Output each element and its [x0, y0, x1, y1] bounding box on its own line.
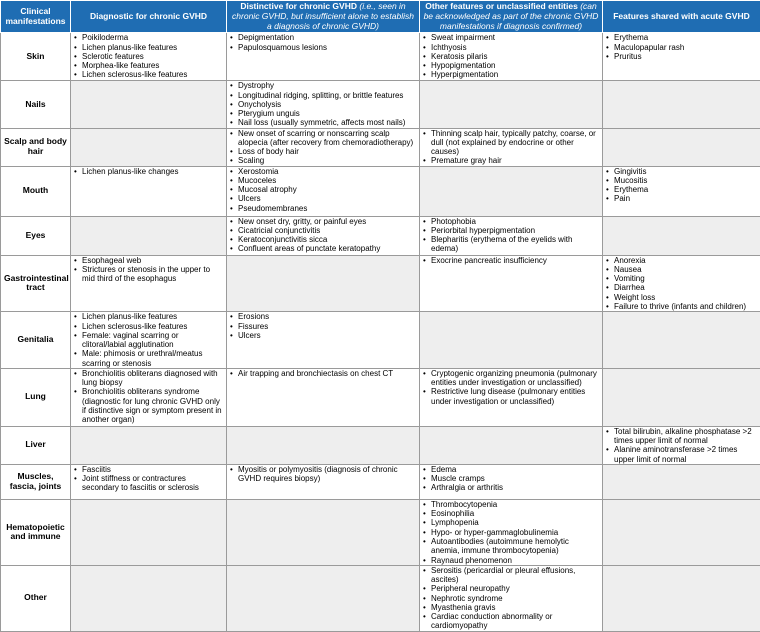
list-item: • Mucoceles [230, 176, 416, 185]
list-item: • Pseudomembranes [230, 204, 416, 213]
shared-cell [603, 166, 760, 216]
list-item: • Mucosal atrophy [230, 185, 416, 194]
list-item: • Cardiac conduction abnormality or cardiomyopathy [423, 612, 599, 631]
list-item: • Raynaud phenomenon [423, 556, 599, 565]
list-item: • Premature gray hair [423, 156, 599, 165]
other-cell [420, 166, 603, 216]
organ-label: Nails [1, 81, 71, 128]
shared-cell [603, 312, 760, 369]
list-item: • Fissures [230, 322, 416, 331]
list-item: • Erythema [606, 185, 757, 194]
other-list [423, 465, 599, 493]
diagnostic-cell [71, 166, 227, 216]
other-cell [420, 33, 603, 81]
list-item: • Cicatricial conjunctivitis [230, 226, 416, 235]
table-row [1, 426, 760, 464]
list-item: • Pruritus [606, 52, 757, 61]
list-item: • Mucositis [606, 176, 757, 185]
list-item: • Eosinophilia [423, 509, 599, 518]
other-list [423, 500, 599, 565]
header-distinctive-title: Distinctive for chronic GVHD [240, 1, 357, 11]
organ-label: Muscles, fascia, joints [1, 464, 71, 499]
diagnostic-cell [71, 565, 227, 631]
distinctive-list [230, 167, 416, 213]
diagnostic-cell [71, 216, 227, 255]
list-item: • Strictures or stenosis in the upper to mid third of the esophagus [74, 265, 223, 284]
list-item: • Thinning scalp hair, typically patchy, coarse, or dull (not explained by endocrine or other causes) [423, 129, 599, 157]
header-shared: Features shared with acute GVHD [603, 1, 760, 33]
table-row [1, 368, 760, 426]
list-item: • Pain [606, 194, 757, 203]
list-item: • Anorexia [606, 256, 757, 265]
list-item: • Alanine aminotransferase >2 times upper limit of normal [606, 445, 757, 464]
list-item: • Keratoconjunctivitis sicca [230, 235, 416, 244]
organ-label: Lung [1, 368, 71, 426]
shared-cell [603, 216, 760, 255]
header-other [420, 1, 603, 33]
list-item: • Nail loss (usually symmetric, affects most nails) [230, 118, 416, 127]
shared-cell [603, 255, 760, 312]
shared-cell [603, 565, 760, 631]
list-item: • Myasthenia gravis [423, 603, 599, 612]
diagnostic-cell [71, 128, 227, 166]
diagnostic-cell [71, 426, 227, 464]
table-row [1, 166, 760, 216]
list-item: • Failure to thrive (infants and children) [606, 302, 757, 311]
shared-list [606, 33, 757, 61]
list-item: • Maculopapular rash [606, 43, 757, 52]
list-item: • Lymphopenia [423, 518, 599, 527]
diagnostic-cell [71, 255, 227, 312]
other-list [423, 256, 599, 265]
distinctive-cell [227, 33, 420, 81]
organ-label: Liver [1, 426, 71, 464]
list-item: • Nephrotic syndrome [423, 594, 599, 603]
header-diagnostic: Diagnostic for chronic GVHD [71, 1, 227, 33]
diagnostic-list [74, 167, 223, 176]
distinctive-cell [227, 368, 420, 426]
list-item: • Poikiloderma [74, 33, 223, 42]
table-row [1, 312, 760, 369]
list-item: • Scaling [230, 156, 416, 165]
distinctive-cell [227, 255, 420, 312]
list-item: • Erosions [230, 312, 416, 321]
table-row [1, 81, 760, 128]
list-item: • Sweat impairment [423, 33, 599, 42]
distinctive-cell [227, 128, 420, 166]
shared-cell [603, 499, 760, 565]
list-item: • Male: phimosis or urethral/meatus scarring or stenosis [74, 349, 223, 368]
organ-label: Skin [1, 33, 71, 81]
list-item: • Gingivitis [606, 167, 757, 176]
list-item: • Autoantibodies (autoimmune hemolytic anemia, immune thrombocytopenia) [423, 537, 599, 556]
diagnostic-cell [71, 312, 227, 369]
other-list [423, 33, 599, 79]
list-item: • Morphea-like features [74, 61, 223, 70]
distinctive-list [230, 369, 416, 378]
other-cell [420, 499, 603, 565]
distinctive-cell [227, 565, 420, 631]
distinctive-cell [227, 81, 420, 128]
diagnostic-cell [71, 464, 227, 499]
shared-cell [603, 464, 760, 499]
distinctive-cell [227, 312, 420, 369]
shared-list [606, 427, 757, 464]
list-item: • Lichen planus-like features [74, 43, 223, 52]
organ-label: Scalp and body hair [1, 128, 71, 166]
shared-cell [603, 81, 760, 128]
diagnostic-list [74, 256, 223, 284]
distinctive-cell [227, 426, 420, 464]
distinctive-list [230, 312, 416, 340]
list-item: • Edema [423, 465, 599, 474]
list-item: • Diarrhea [606, 283, 757, 292]
list-item: • Total bilirubin, alkaline phosphatase >2 times upper limit of normal [606, 427, 757, 446]
list-item: • Periorbital hyperpigmentation [423, 226, 599, 235]
table-row [1, 499, 760, 565]
organ-label: Genitalia [1, 312, 71, 369]
list-item: • Hypopigmentation [423, 61, 599, 70]
list-item: • New onset dry, gritty, or painful eyes [230, 217, 416, 226]
list-item: • Papulosquamous lesions [230, 43, 416, 52]
shared-list [606, 256, 757, 312]
list-item: • Sclerotic features [74, 52, 223, 61]
list-item: • Nausea [606, 265, 757, 274]
organ-label: Eyes [1, 216, 71, 255]
list-item: • Lichen sclerosus-like features [74, 70, 223, 79]
list-item: • Dystrophy [230, 81, 416, 90]
list-item: • Fasciitis [74, 465, 223, 474]
list-item: • Ulcers [230, 331, 416, 340]
distinctive-list [230, 33, 416, 52]
list-item: • Thrombocytopenia [423, 500, 599, 509]
header-distinctive [227, 1, 420, 33]
header-other-title: Other features or unclassified entities [425, 1, 578, 11]
distinctive-cell [227, 166, 420, 216]
header-distinctive-note: (i.e., seen in chronic GVHD, but insufficient alone to establish a diagnosis of chronic GVHD) [232, 1, 414, 31]
list-item: • Cryptogenic organizing pneumonia (pulmonary entities under investigation or unclassified) [423, 369, 599, 388]
diagnostic-cell [71, 33, 227, 81]
diagnostic-cell [71, 368, 227, 426]
other-cell [420, 368, 603, 426]
diagnostic-list [74, 33, 223, 79]
list-item: • Photophobia [423, 217, 599, 226]
distinctive-list [230, 217, 416, 254]
other-cell [420, 128, 603, 166]
list-item: • Serositis (pericardial or pleural effusions, ascites) [423, 566, 599, 585]
list-item: • Depigmentation [230, 33, 416, 42]
distinctive-list [230, 129, 416, 166]
other-cell [420, 426, 603, 464]
distinctive-list [230, 81, 416, 127]
distinctive-cell [227, 464, 420, 499]
header-row [1, 1, 760, 33]
list-item: • Lichen sclerosus-like features [74, 322, 223, 331]
list-item: • Bronchiolitis obliterans syndrome (diagnostic for lung chronic GVHD only if distinctive sign or symptom present in another organ) [74, 387, 223, 424]
list-item: • Peripheral neuropathy [423, 584, 599, 593]
list-item: • Keratosis pilaris [423, 52, 599, 61]
table-row [1, 216, 760, 255]
other-list [423, 566, 599, 631]
list-item: • Muscle cramps [423, 474, 599, 483]
other-list [423, 217, 599, 254]
distinctive-cell [227, 499, 420, 565]
list-item: • Loss of body hair [230, 147, 416, 156]
list-item: • Confluent areas of punctate keratopathy [230, 244, 416, 253]
list-item: • Hyperpigmentation [423, 70, 599, 79]
other-list [423, 369, 599, 406]
list-item: • Blepharitis (erythema of the eyelids with edema) [423, 235, 599, 254]
shared-cell [603, 33, 760, 81]
distinctive-list [230, 465, 416, 484]
list-item: • Hypo- or hyper-gammaglobulinemia [423, 528, 599, 537]
diagnostic-list [74, 312, 223, 368]
other-cell [420, 312, 603, 369]
list-item: • Weight loss [606, 293, 757, 302]
list-item: • Xerostomia [230, 167, 416, 176]
other-list [423, 129, 599, 166]
shared-cell [603, 128, 760, 166]
header-other-note: (can be acknowledged as part of the chronic GVHD manifestations if diagnosis confirmed) [424, 1, 599, 31]
list-item: • Vomiting [606, 274, 757, 283]
table-row [1, 464, 760, 499]
list-item: • Esophageal web [74, 256, 223, 265]
other-cell [420, 255, 603, 312]
list-item: • Myositis or polymyositis (diagnosis of chronic GVHD requires biopsy) [230, 465, 416, 484]
list-item: • Longitudinal ridging, splitting, or brittle features [230, 91, 416, 100]
list-item: • Lichen planus-like features [74, 312, 223, 321]
header-organ: Clinical manifestations [1, 1, 71, 33]
list-item: • Bronchiolitis obliterans diagnosed with lung biopsy [74, 369, 223, 388]
table-row [1, 128, 760, 166]
organ-label: Hematopoietic and immune [1, 499, 71, 565]
other-cell [420, 81, 603, 128]
list-item: • Joint stiffness or contractures secondary to fasciitis or sclerosis [74, 474, 223, 493]
diagnostic-list [74, 369, 223, 425]
list-item: • Lichen planus-like changes [74, 167, 223, 176]
list-item: • Arthralgia or arthritis [423, 483, 599, 492]
organ-label: Other [1, 565, 71, 631]
list-item: • Exocrine pancreatic insufficiency [423, 256, 599, 265]
list-item: • Air trapping and bronchiectasis on chest CT [230, 369, 416, 378]
shared-cell [603, 426, 760, 464]
other-cell [420, 216, 603, 255]
list-item: • Onycholysis [230, 100, 416, 109]
list-item: • Pterygium unguis [230, 109, 416, 118]
list-item: • Female: vaginal scarring or clitoral/labial agglutination [74, 331, 223, 350]
other-cell [420, 464, 603, 499]
list-item: • Restrictive lung disease (pulmonary entities under investigation or unclassified) [423, 387, 599, 406]
list-item: • Ichthyosis [423, 43, 599, 52]
list-item: • Erythema [606, 33, 757, 42]
diagnostic-cell [71, 81, 227, 128]
shared-list [606, 167, 757, 204]
shared-cell [603, 368, 760, 426]
diagnostic-list [74, 465, 223, 493]
table-row [1, 33, 760, 81]
other-cell [420, 565, 603, 631]
distinctive-cell [227, 216, 420, 255]
table-row [1, 255, 760, 312]
list-item: • Ulcers [230, 194, 416, 203]
organ-label: Mouth [1, 166, 71, 216]
diagnostic-cell [71, 499, 227, 565]
list-item: • New onset of scarring or nonscarring scalp alopecia (after recovery from chemoradiotherapy) [230, 129, 416, 148]
table-row [1, 565, 760, 631]
organ-label: Gastrointestinal tract [1, 255, 71, 312]
